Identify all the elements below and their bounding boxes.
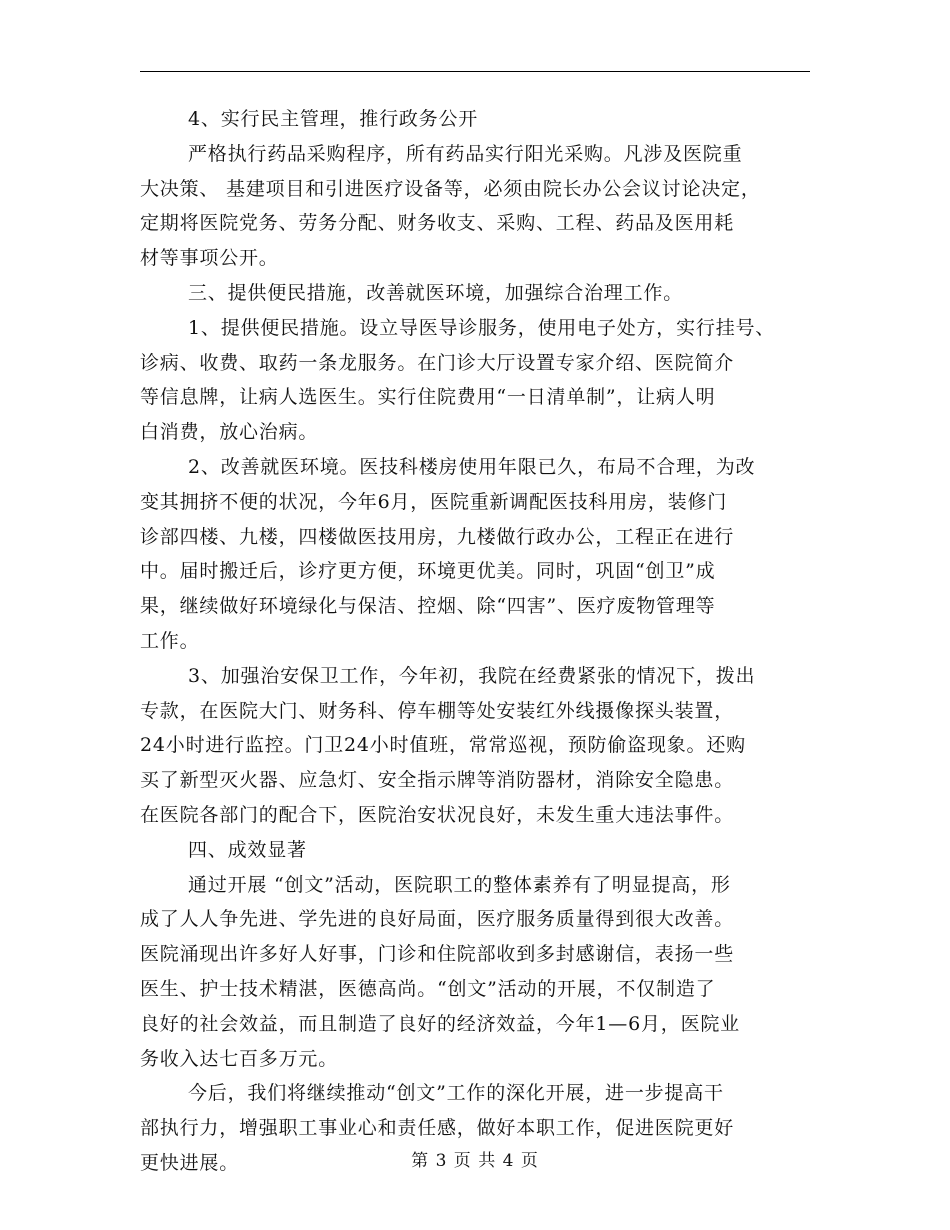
text-line: 今后，我们将继续推动“创文”工作的深化开展，进一步提高干: [188, 1082, 724, 1105]
text-line: 务收入达七百多万元。: [140, 1047, 339, 1070]
text-line: 更快进展。: [140, 1151, 240, 1174]
text-line: 工作。: [140, 629, 200, 652]
page-footer: 第 3 页 共 4 页: [411, 1151, 539, 1171]
text-line: 医院涌现出许多好人好事，门诊和住院部收到多封感谢信，表扬一些: [140, 943, 735, 966]
text-line: 4、实行民主管理，推行政务公开: [188, 108, 479, 130]
text-line: 部执行力，增强职工事业心和责任感，做好本职工作，促进医院更好: [140, 1117, 735, 1140]
text-line: 中。届时搬迁后，诊疗更方便，环境更优美。同时，巩固“创卫”成: [140, 560, 716, 583]
text-line: 医生、护士技术精湛，医德高尚。“创文”活动的开展，不仅制造了: [140, 977, 716, 1000]
document-body: [140, 102, 815, 1181]
text-line: 白消费，放心治病。: [140, 421, 319, 444]
header-rule: [140, 71, 810, 72]
text-line: 24小时进行监控。门卫24小时值班，常常巡视，预防偷盗现象。还购: [140, 734, 746, 757]
text-line: 变其拥挤不便的状况，今年6月，医院重新调配医技科用房，装修门: [140, 490, 728, 513]
text-line: 严格执行药品采购程序，所有药品实行阳光采购。凡涉及医院重: [188, 142, 743, 165]
text-line: 大决策、 基建项目和引进医疗设备等，必须由院长办公会议讨论决定，: [140, 177, 761, 200]
text-line: 1、提供便民措施。设立导医导诊服务，使用电子处方，实行挂号、: [188, 316, 776, 339]
text-line: 专款，在医院大门、财务科、停车棚等处安装红外线摄像探头装置，: [140, 699, 735, 722]
text-line: 成了人人争先进、学先进的良好局面，医疗服务质量得到很大改善。: [140, 908, 735, 931]
text-line: 诊病、收费、取药一条龙服务。在门诊大厅设置专家介绍、医院简介: [140, 351, 735, 374]
text-line: 三、提供便民措施，改善就医环境，加强综合治理工作。: [188, 281, 684, 304]
text-line: 诊部四楼、九楼，四楼做医技用房，九楼做行政办公，工程正在进行: [140, 525, 735, 548]
text-line: 果，继续做好环境绿化与保洁、控烟、除“四害”、医疗废物管理等: [140, 595, 716, 618]
text-line: 良好的社会效益，而且制造了良好的经济效益，今年1—6月，医院业: [140, 1012, 740, 1035]
text-line: 定期将医院党务、劳务分配、财务收支、采购、工程、药品及医用耗: [140, 212, 735, 235]
text-line: 买了新型灭火器、应急灯、安全指示牌等消防器材，消除安全隐患。: [140, 769, 735, 792]
text-line: 通过开展 “创文”活动，医院职工的整体素养有了明显提高，形: [188, 873, 731, 896]
text-line: 四、成效显著: [188, 838, 307, 861]
text-line: 材等事项公开。: [140, 247, 279, 270]
text-line: 在医院各部门的配合下，医院治安状况良好，未发生重大违法事件。: [140, 803, 735, 826]
text-line: 等信息牌，让病人选医生。实行住院费用“一日清单制”，让病人明: [140, 386, 716, 409]
text-line: 2、改善就医环境。医技科楼房使用年限已久，布局不合理，为改: [188, 455, 756, 478]
text-line: 3、加强治安保卫工作，今年初，我院在经费紧张的情况下，拨出: [188, 664, 756, 687]
